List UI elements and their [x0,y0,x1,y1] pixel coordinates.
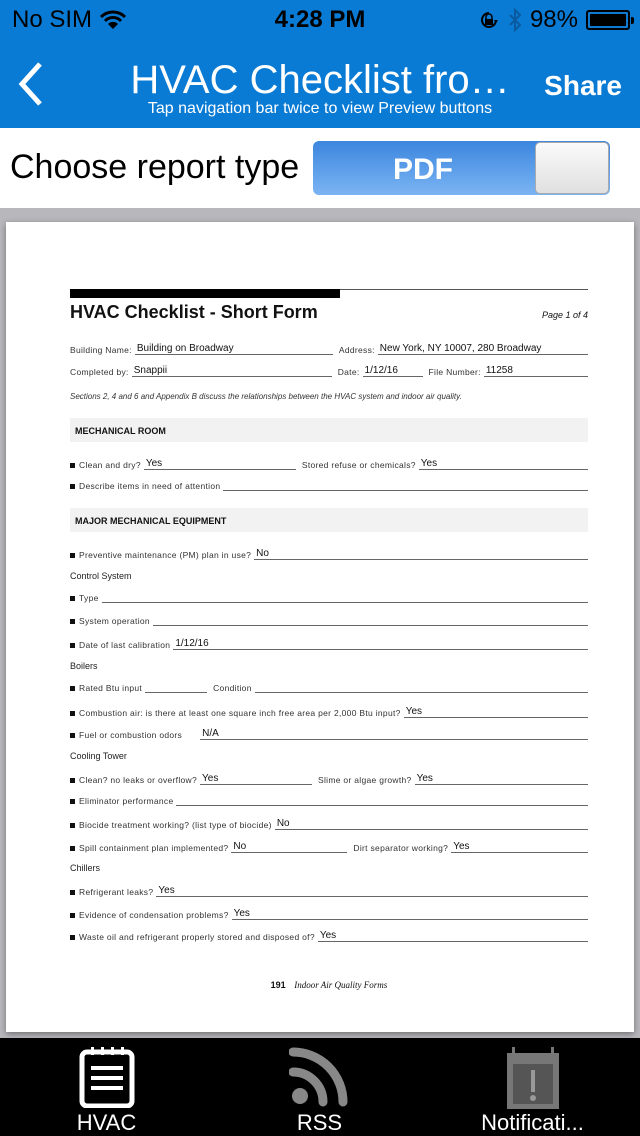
completed-row [70,365,588,377]
share-button[interactable]: Share [544,70,622,101]
section-mechanical-room: MECHANICAL ROOM [70,418,588,442]
building-name-value: Building on Broadway [135,343,333,355]
checklist-row: Biocide treatment working? (list type of biocide) No [70,818,588,830]
report-type-toggle[interactable] [313,141,610,195]
combustion-air-value: Yes [404,706,588,718]
status-bar [0,0,640,40]
page-footer [70,980,588,990]
checklist-row: Waste oil and refrigerant properly stored and disposed of? Yes [70,930,588,942]
refrigerant-leaks-value: Yes [156,885,588,897]
building-address-row [70,343,588,355]
toggle-knob[interactable] [535,142,609,194]
checklist-row: Eliminator performance [70,796,588,806]
checklist-row: System operation [70,616,588,626]
subsection-chillers: Chillers [70,863,101,873]
clean-leaks-value: Yes [200,773,312,785]
tab-label: HVAC [76,1110,137,1135]
rss-icon [289,1046,351,1108]
report-type-label: Choose report type [10,148,300,186]
type-value [102,602,588,603]
battery-icon [586,10,630,30]
checklist-row: Spill containment plan implemented? No Dirt separator working? Yes [70,841,588,853]
document-note: Sections 2, 4 and 6 and Appendix B discuss the relationships between the HVAC system and indoor air quality. [70,392,462,401]
checklist-row: Fuel or combustion odors N/A [70,728,588,740]
stored-refuse-value: Yes [419,458,588,470]
tab-hvac[interactable] [0,1038,213,1136]
completed-by-value: Snappii [132,365,332,377]
checklist-row: Clean? no leaks or overflow? Yes Slime or algae growth? Yes [70,773,588,785]
tab-notifications[interactable] [426,1038,639,1136]
biocide-value: No [275,818,588,830]
checklist-row: Evidence of condensation problems? Yes [70,908,588,920]
system-operation-value [153,625,588,626]
nav-hint: Tap navigation bar twice to view Preview buttons [147,100,493,117]
slime-value: Yes [415,773,588,785]
eliminator-value [176,805,588,806]
checklist-row: Date of last calibration 1/12/16 [70,638,588,650]
rotation-lock-icon [478,9,500,31]
rated-btu-value [145,692,207,693]
tab-label: RSS [296,1110,343,1135]
checklist-row: Rated Btu input Condition [70,683,588,693]
checklist-row: Clean and dry? Yes Stored refuse or chemicals? Yes [70,458,588,470]
building-name-label: Building Name: [70,345,132,355]
header-rule-thick [70,289,340,298]
condensation-value: Yes [232,908,588,920]
subsection-boilers: Boilers [70,661,98,671]
checklist-row: Preventive maintenance (PM) plan in use? No [70,548,588,560]
header-rule-thin [340,289,588,290]
carrier-label: No SIM [12,6,93,33]
completed-by-label: Completed by: [70,367,129,377]
condition-value [255,692,588,693]
page-number: Page 1 of 4 [541,310,588,320]
date-value: 1/12/16 [363,365,423,377]
pdf-page [6,222,634,1032]
page-title: HVAC Checklist fro… [130,58,510,102]
tab-rss[interactable] [213,1038,426,1136]
report-type-chooser [0,128,640,208]
checklist-row: Describe items in need of attention [70,481,588,491]
chevron-left-icon [14,60,50,108]
back-button[interactable] [14,60,50,108]
footer-page-number: 191 [270,980,286,990]
status-time: 4:28 PM [274,6,366,33]
pm-plan-value: No [254,548,588,560]
waste-oil-value: Yes [318,930,588,942]
file-number-label: File Number: [428,367,481,377]
checklist-row: Combustion air: is there at least one square inch free area per 2,000 Btu input? Yes [70,706,588,718]
date-label: Date: [337,367,360,377]
tab-label: Notificati... [481,1110,584,1135]
file-number-value: 11258 [484,365,588,377]
last-calibration-value: 1/12/16 [173,638,588,650]
checklist-row: Type [70,593,588,603]
section-major-equipment: MAJOR MECHANICAL EQUIPMENT [70,508,588,532]
notepad-icon [79,1046,135,1108]
address-value: New York, NY 10007, 280 Broadway [378,343,588,355]
navigation-bar[interactable] [0,40,640,128]
footer-text: Indoor Air Quality Forms [294,980,388,990]
checklist-row: Refrigerant leaks? Yes [70,885,588,897]
describe-items-value [223,490,588,491]
tab-bar [0,1038,640,1136]
toggle-value: PDF [393,153,453,186]
subsection-cooling-tower: Cooling Tower [70,751,127,761]
address-label: Address: [338,345,375,355]
bluetooth-icon [508,8,522,32]
subsection-control-system: Control System [70,571,132,581]
document-title: HVAC Checklist - Short Form [70,302,318,322]
document-preview[interactable] [0,208,640,1038]
spill-value: No [231,841,347,853]
notification-calendar-icon [505,1046,561,1110]
dirt-separator-value: Yes [451,841,588,853]
battery-percent: 98% [529,6,578,33]
clean-dry-value: Yes [144,458,296,470]
fuel-odors-value: N/A [200,728,588,740]
